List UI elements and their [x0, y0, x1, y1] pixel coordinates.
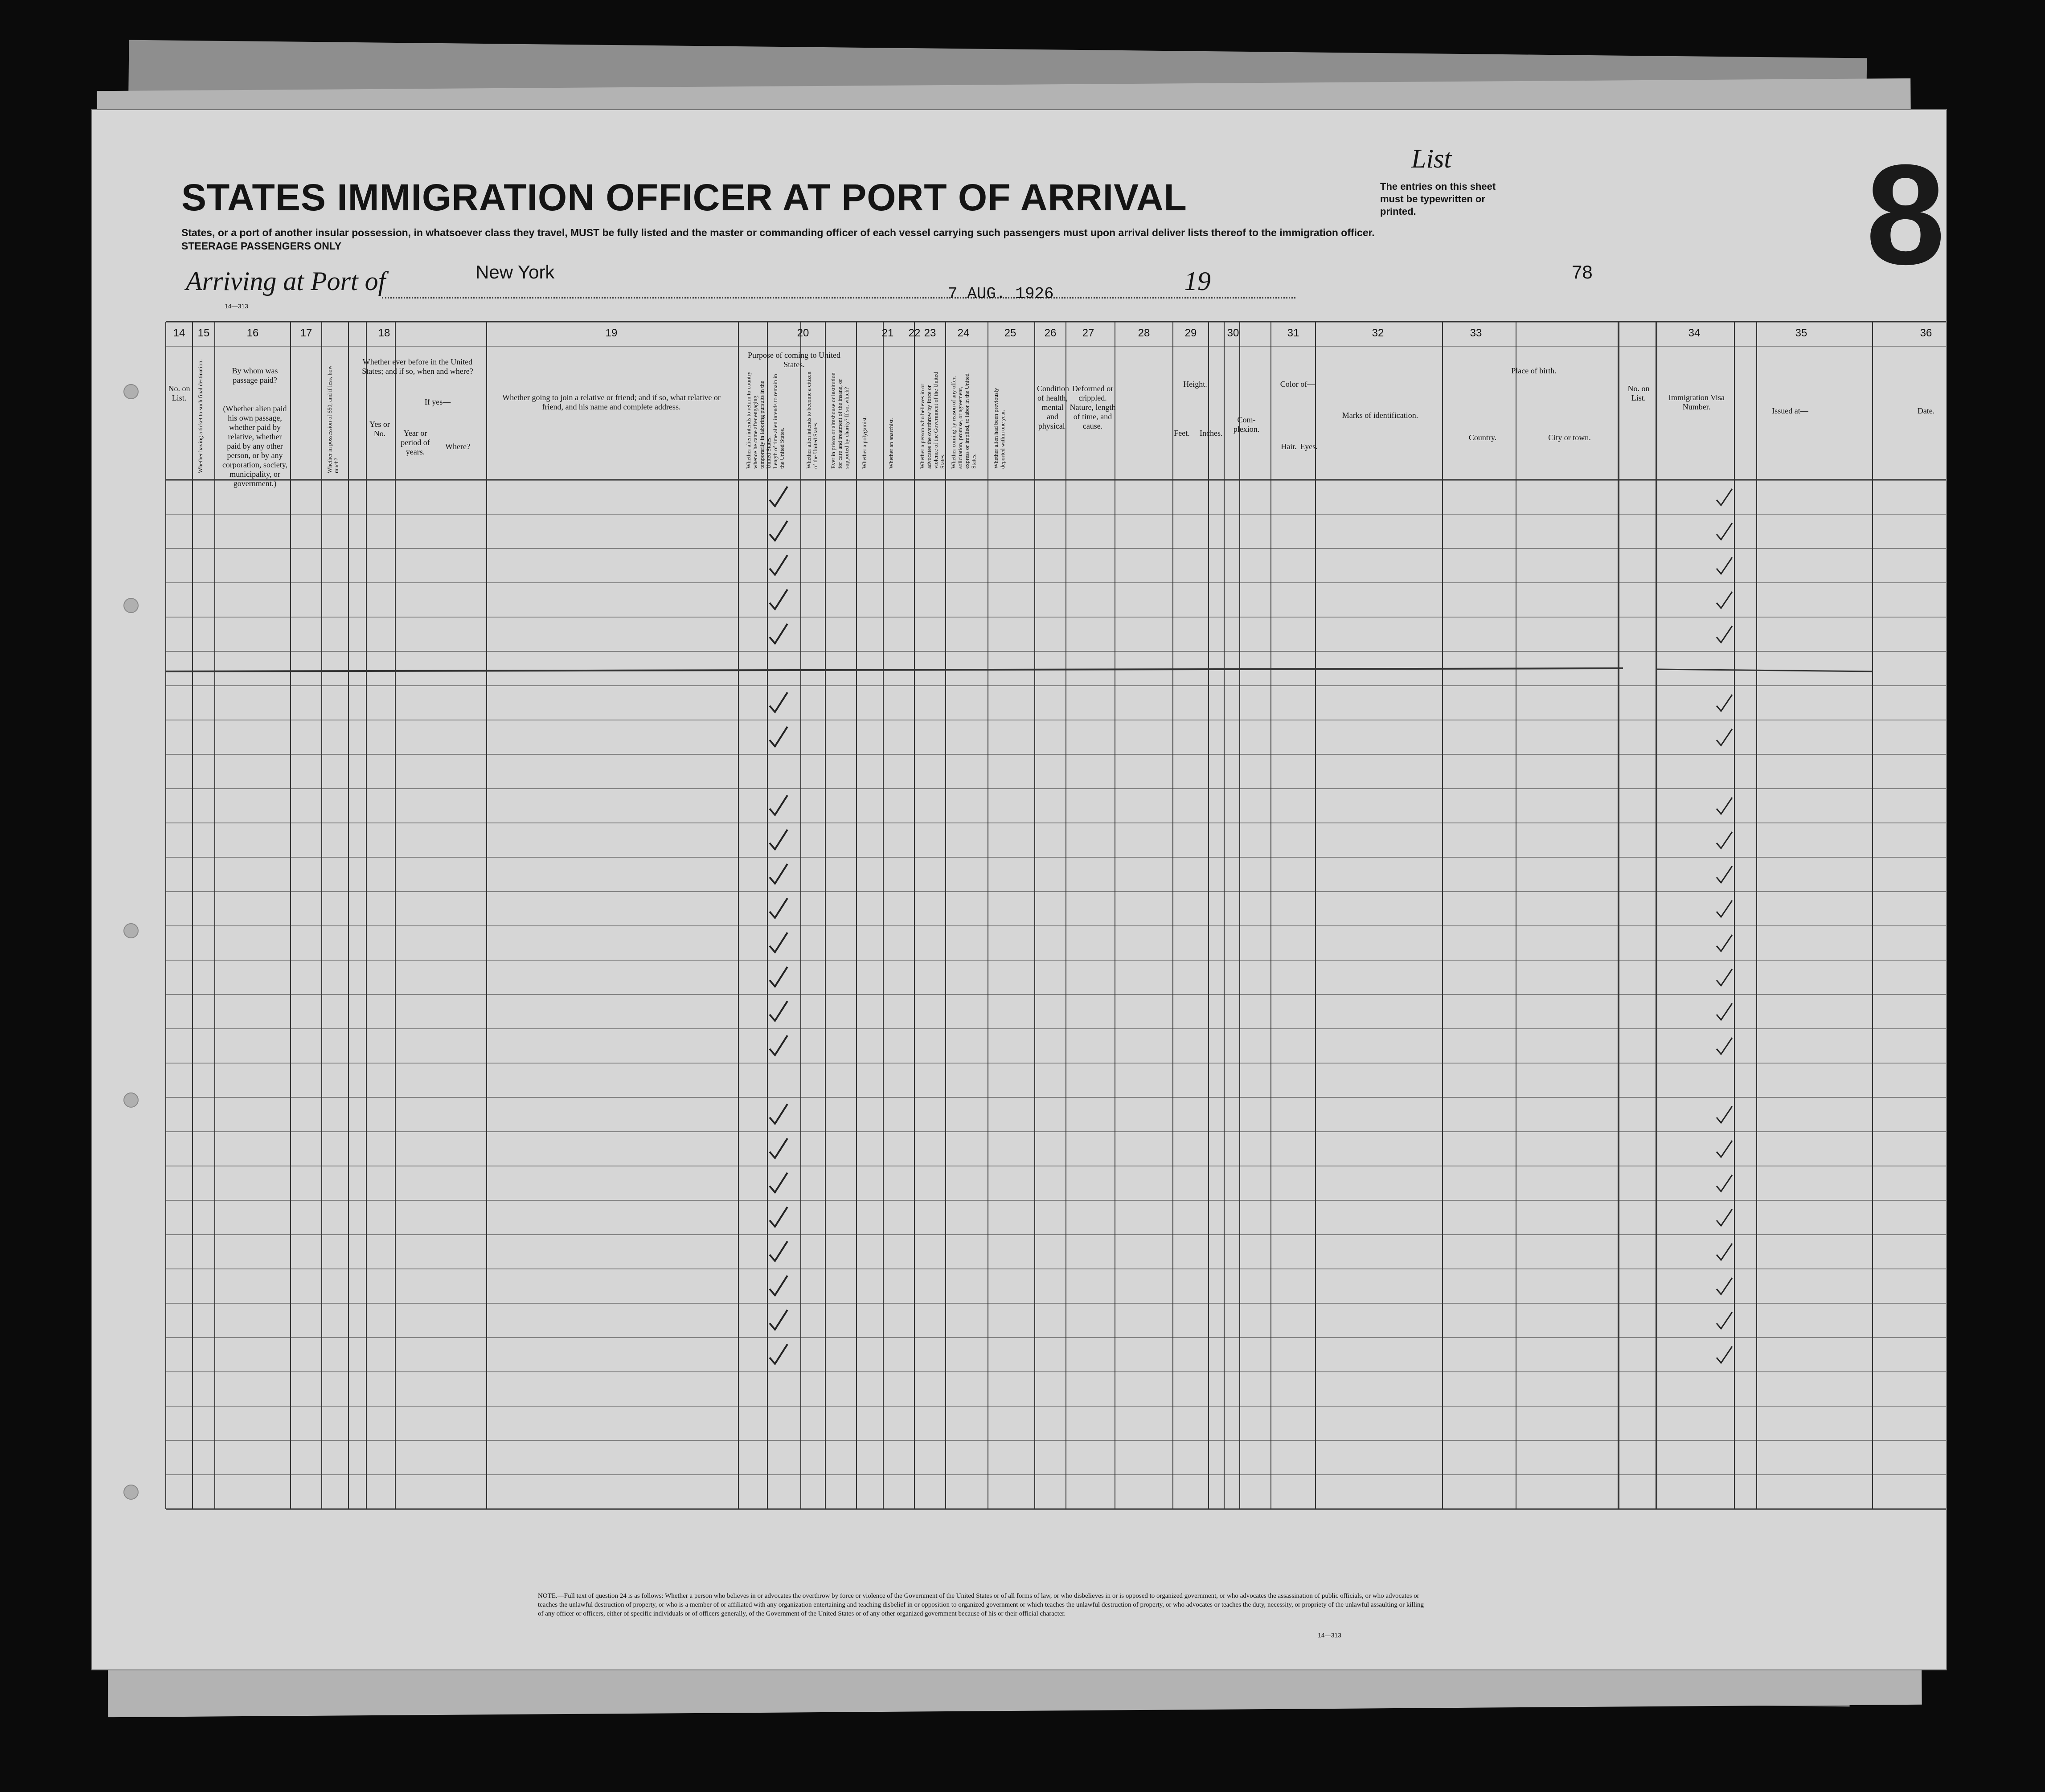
pencil-tick-mark [770, 1310, 787, 1330]
column-number: 29 [1184, 327, 1197, 339]
header-polygamist: Whether a polygamist. [861, 416, 868, 469]
column-number: 19 [605, 327, 618, 339]
arrival-port: New York [475, 262, 555, 282]
pencil-tick-mark [1717, 1209, 1732, 1226]
pencil-tick-mark [770, 1001, 787, 1021]
column-number: 15 [197, 327, 210, 339]
pencil-tick-mark [1717, 1346, 1732, 1363]
pencil-tick-mark [770, 692, 787, 712]
header-before: Whether ever before in the United States; and if so, when and where? [362, 357, 473, 376]
header-city: City or town. [1548, 433, 1591, 442]
pencil-tick-mark [770, 1104, 787, 1124]
column-number: 14 [173, 327, 185, 339]
entries-note: The entries on this sheet must be typewritten or printed. [1380, 181, 1496, 217]
column-number: 27 [1082, 327, 1094, 339]
arriving-label: Arriving at Port of [186, 266, 386, 296]
header-q26: Whether alien had been previously deported within one year. [992, 388, 1006, 469]
header-inches: Inches. [1200, 429, 1223, 438]
column-number: 16 [246, 327, 259, 339]
pencil-tick-mark [1717, 729, 1732, 745]
header-no-on-list-2: No. on List. [1627, 384, 1650, 402]
header-passage: By whom was passage paid? [232, 366, 278, 385]
column-number: 28 [1138, 327, 1150, 339]
pencil-tick-mark [1717, 832, 1732, 848]
manifest-sheet [91, 109, 1947, 1670]
pencil-tick-mark [770, 898, 787, 918]
column-number: 21 [881, 327, 894, 339]
header-date: Date. [1917, 406, 1935, 415]
pencil-tick-mark [770, 830, 787, 849]
column-number: 32 [1372, 327, 1384, 339]
column-number: 23 [924, 327, 936, 339]
pencil-tick-mark [1717, 557, 1732, 574]
header-yes-no: Yes or No. [369, 420, 390, 438]
pencil-tick-mark [1717, 1244, 1732, 1260]
header-ticket: Whether having a ticket to such final destination. [197, 359, 204, 473]
list-number: 78 [1572, 262, 1593, 282]
pencil-tick-mark [770, 864, 787, 884]
header-country: Country. [1468, 433, 1497, 442]
row-6-strikethrough-right [1656, 669, 1873, 671]
binder-hole [123, 1485, 139, 1500]
pencil-tick-mark [1717, 935, 1732, 951]
row-6-strikethrough [166, 668, 1623, 671]
form-code: 14—313 [225, 303, 248, 310]
pencil-tick-mark [1717, 523, 1732, 540]
page-title: STATES IMMIGRATION OFFICER AT PORT OF ARRIVAL [181, 176, 1187, 218]
column-number: 36 [1920, 327, 1932, 339]
header-joining: Whether going to join a relative or friend; and if so, what relative or friend, and his name and complete address. [502, 393, 721, 411]
pencil-tick-mark [1717, 969, 1732, 986]
pencil-tick-mark [770, 1276, 787, 1295]
header-color-of: Color of— [1280, 380, 1316, 389]
header-purpose: Purpose of coming to United States. [748, 351, 840, 369]
pencil-tick-mark [1717, 592, 1732, 608]
pencil-tick-mark [1717, 798, 1732, 814]
header-q25: Whether coming by reason of any offer, solicitation, promise, or agreement, express or implied, to labor in the United States. [950, 373, 977, 469]
pencil-tick-mark [1717, 1175, 1732, 1191]
header-visa: Immigration Visa Number. [1668, 393, 1725, 411]
pencil-tick-mark [1717, 1106, 1732, 1123]
binder-hole [123, 1092, 139, 1108]
footer-code: 14—313 [1318, 1632, 1341, 1639]
header-marks: Marks of identification. [1342, 411, 1418, 420]
steerage-label: STEERAGE PASSENGERS ONLY [181, 240, 342, 252]
pencil-tick-mark [770, 555, 787, 575]
pencil-tick-mark [1717, 489, 1732, 505]
table-rules [92, 110, 1946, 1669]
instructions-line: States, or a port of another insular possession, in whatsoever class they travel, MUST be fully listed and the master or commanding officer of each vessel carrying such passengers must upon arrival deliver lists thereof to the immigration officer. [181, 227, 1375, 238]
column-number: 31 [1287, 327, 1299, 339]
pencil-tick-mark [1717, 695, 1732, 711]
pencil-tick-mark [770, 589, 787, 609]
column-number: 25 [1004, 327, 1016, 339]
header-issued: Issued at— [1772, 406, 1808, 415]
pencil-tick-mark [770, 1344, 787, 1364]
column-number: 34 [1688, 327, 1701, 339]
pencil-tick-mark [770, 795, 787, 815]
sheet-number: 8 [1866, 135, 1945, 294]
header-year-period: Year or period of years. [401, 429, 430, 456]
header-prison: Ever in prison or almshouse or institution for care and treatment of the insane, or supported by charity? If so, which? [830, 372, 850, 469]
pencil-tick-mark [770, 1207, 787, 1227]
column-number: 22 [908, 327, 921, 339]
binder-hole [123, 598, 139, 613]
pencil-tick-mark [770, 487, 787, 506]
header-condition: Condition of health, mental and physical. [1037, 384, 1070, 430]
pencil-tick-mark [1717, 1003, 1732, 1020]
header-q24: Whether a person who believes in or advocates the overthrow by force or violence of the Government of the United States. [919, 372, 946, 469]
header-height: Height. [1183, 380, 1207, 389]
header-feet: Feet. [1174, 429, 1190, 438]
pencil-tick-mark [1717, 626, 1732, 642]
pencil-tick-mark [1717, 1141, 1732, 1157]
column-number: 17 [300, 327, 312, 339]
column-number: 20 [797, 327, 809, 339]
pencil-tick-mark [770, 1138, 787, 1158]
binder-hole [123, 923, 139, 938]
pencil-tick-mark [770, 521, 787, 540]
pencil-tick-mark [770, 933, 787, 952]
header-hair: Hair. [1281, 442, 1297, 451]
header-passage-note: (Whether alien paid his own passage, whether paid by relative, whether paid by any other person, or by any corporation, society, municipality, or government.) [222, 404, 288, 488]
pencil-tick-mark [1717, 1278, 1732, 1294]
footer-note: NOTE.—Full text of question 24 is as follows: Whether a person who believes in or advocates the overthrow by force or violence of the Government of the United States or of all forms of law, or who disbelieves in or is opposed to organized government, or who advocates the assassination of public officials, or who advocates or teaches the unlawful destruction of property, or who is a member of or affiliated with any organization entertaining and teaching disbelief in or opposition to organized government or which teaches the unlawful destruction of property, or who advocates or teaches the duty, necessity, or propriety of the unlawful assaulting or killing of any officer or officers, either of specific individuals or of officers generally, of the Government of the United States or of any other organized government because of his or their official character. [538, 1592, 1424, 1617]
year-label: 19 [1184, 266, 1211, 296]
pencil-tick-mark [1717, 1038, 1732, 1054]
column-number: 18 [378, 327, 390, 339]
column-number: 33 [1470, 327, 1482, 339]
header-possession: Whether in possession of $50, and if less, how much? [326, 365, 340, 473]
pencil-tick-mark [770, 1035, 787, 1055]
header-deformed: Deformed or crippled. Nature, length of time, and cause. [1070, 384, 1116, 430]
column-number: 30 [1227, 327, 1239, 339]
pencil-tick-mark [770, 727, 787, 746]
pencil-tick-mark [770, 1241, 787, 1261]
header-no-on-list: No. on List. [168, 384, 190, 402]
header-if-yes: If yes— [424, 397, 451, 406]
column-number: 35 [1795, 327, 1807, 339]
header-anarchist: Whether an anarchist. [888, 418, 894, 469]
binder-hole [123, 384, 139, 399]
header-complexion: Com-plexion. [1233, 415, 1260, 434]
column-number: 26 [1044, 327, 1057, 339]
pencil-tick-mark [1717, 866, 1732, 883]
list-label: List [1411, 144, 1452, 173]
pencil-tick-mark [770, 1173, 787, 1192]
header-purpose-c: Whether alien intends to become a citizen of the United States. [805, 371, 819, 469]
header-where: Where? [445, 442, 470, 451]
arrival-date-stamp: 7 AUG. 1926 [948, 285, 1054, 303]
header-place-birth: Place of birth. [1511, 366, 1557, 375]
header-eyes: Eyes. [1300, 442, 1318, 451]
pencil-tick-mark [1717, 900, 1732, 917]
pencil-tick-mark [770, 624, 787, 643]
header-purpose-a: Whether alien intends to return to country whence he came after engaging temporarily in laboring pursuits in the United States. [745, 371, 772, 469]
pencil-tick-mark [1717, 1312, 1732, 1329]
pencil-tick-mark [770, 967, 787, 986]
header-purpose-b: Length of time alien intends to remain in the United States. [772, 374, 785, 469]
column-number: 24 [957, 327, 970, 339]
